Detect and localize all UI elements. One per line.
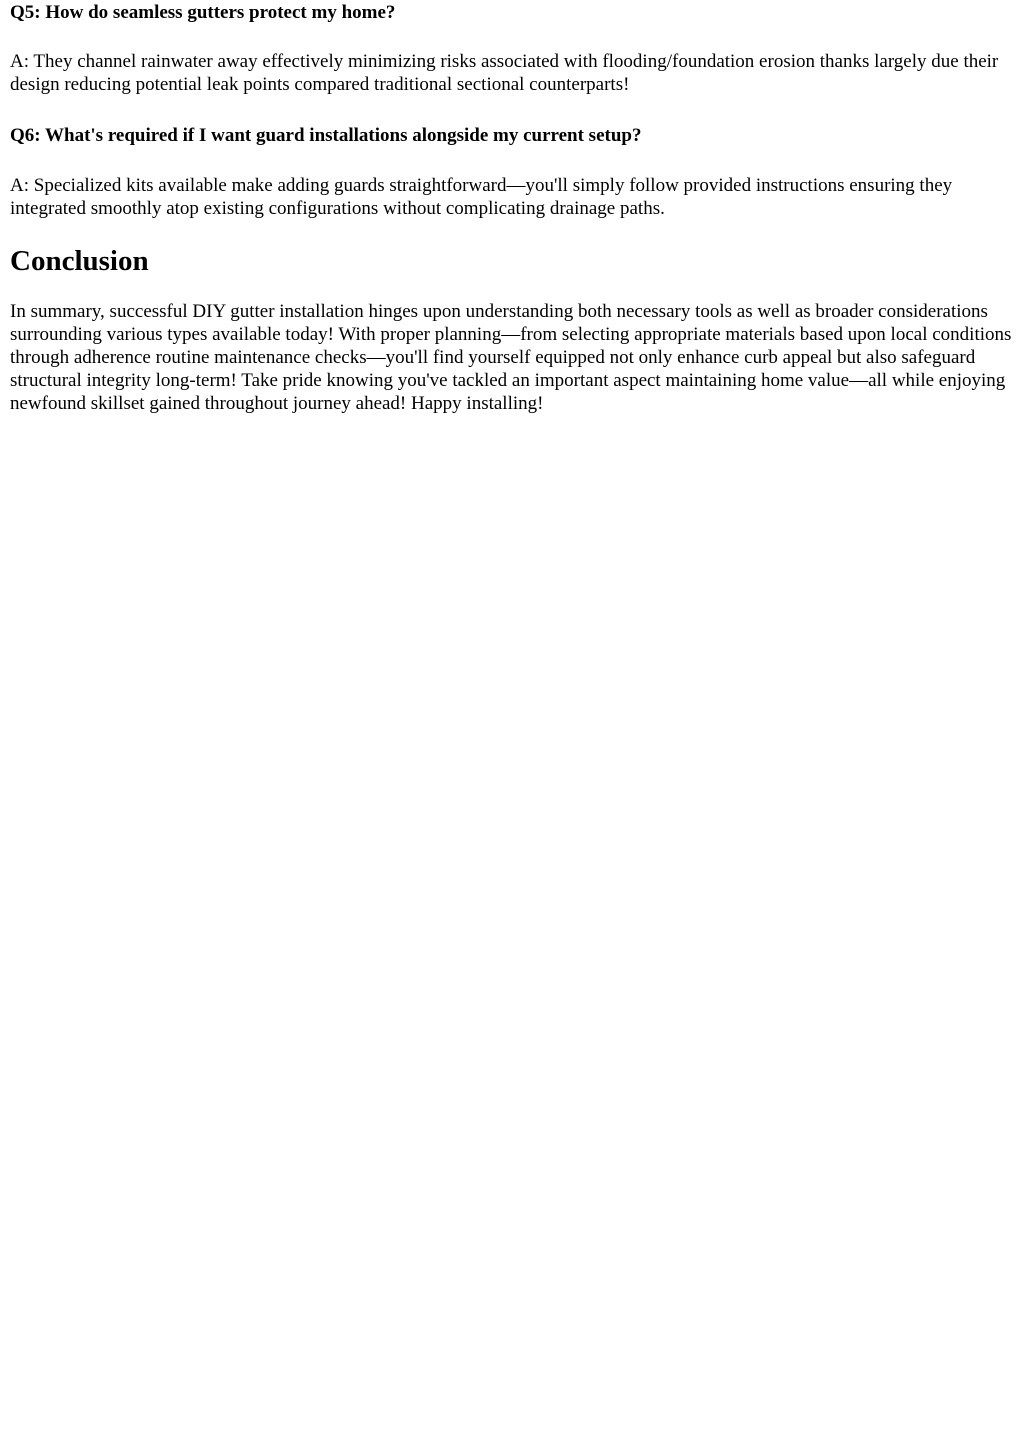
faq-question-q6: Q6: What's required if I want guard installations alongside my current setup? bbox=[10, 125, 642, 146]
faq-answer-q6: A: Specialized kits available make adding guards straightforward—you'll simply follow provided instructions ensuring they integrated smoothly atop existing configurations without complicating drainage paths. bbox=[10, 175, 953, 219]
faq-answer-q5: A: They channel rainwater away effectively minimizing risks associated with flooding/foundation erosion thanks largely due their design reducing potential leak points compared traditional sectional counterparts! bbox=[10, 51, 999, 95]
conclusion-heading: Conclusion bbox=[10, 245, 149, 277]
conclusion-body: In summary, successful DIY gutter installation hinges upon understanding both necessary tools as well as broader considerations surrounding various types available today! With proper planning—from selecting appropriate materials based upon local conditions through adherence routine maintenance checks—you'll find yourself equipped not only enhance curb appeal but also safeguard structural integrity long-term! Take pride knowing you've tackled an important aspect maintaining home value—all while enjoying newfound skillset gained throughout journey ahead! Happy installing! bbox=[10, 301, 1012, 414]
faq-question-q5: Q5: How do seamless gutters protect my home? bbox=[10, 2, 396, 23]
article-content bbox=[0, 0, 1024, 415]
